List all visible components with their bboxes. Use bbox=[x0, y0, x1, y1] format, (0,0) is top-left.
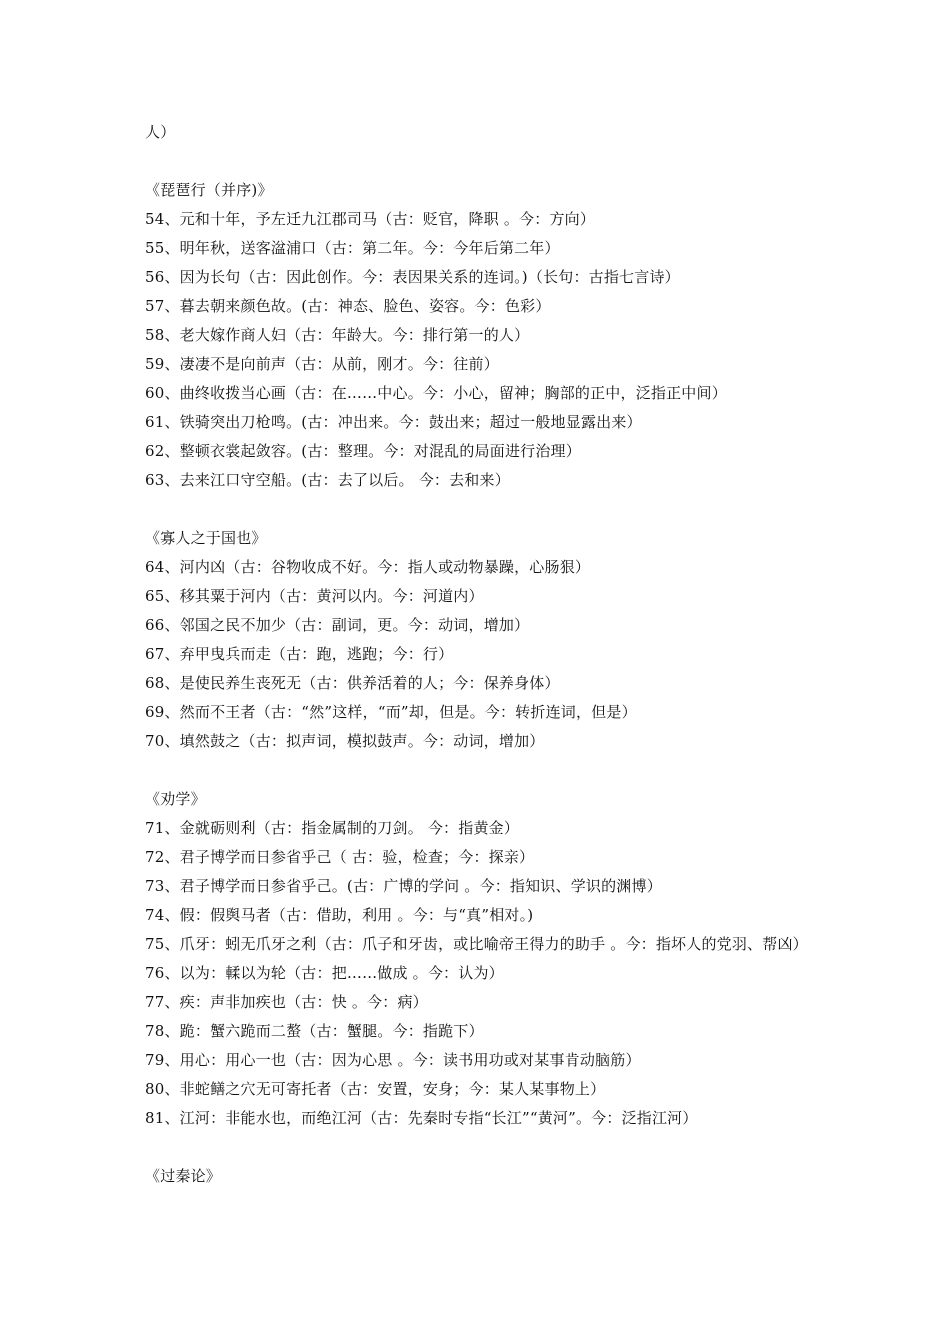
list-item: 69、然而不王者（古：“然”这样，“而”却，但是。今：转折连词，但是） bbox=[145, 703, 637, 721]
list-item: 79、用心：用心一也（古：因为心思 。今：读书用功或对某事肯动脑筋） bbox=[145, 1051, 641, 1069]
list-item: 54、元和十年，予左迁九江郡司马（古：贬官，降职 。今：方向） bbox=[145, 210, 596, 228]
document-page bbox=[145, 118, 825, 1191]
section-title: 《寡人之于国也》 bbox=[145, 529, 267, 547]
list-item: 59、凄凄不是向前声（古：从前，刚才。今：往前） bbox=[145, 355, 499, 373]
list-item: 70、填然鼓之（古：拟声词，模拟鼓声。今：动词，增加） bbox=[145, 732, 545, 750]
list-item: 58、老大嫁作商人妇（古：年龄大。今：排行第一的人） bbox=[145, 326, 530, 344]
continuation-text: 人） bbox=[145, 123, 176, 141]
list-item: 73、君子博学而日参省乎己。(古：广博的学问 。今：指知识、学识的渊博） bbox=[145, 877, 662, 895]
list-item: 61、铁骑突出刀枪鸣。(古：冲出来。今：鼓出来；超过一般地显露出来） bbox=[145, 413, 642, 431]
list-item: 57、暮去朝来颜色故。(古：神态、脸色、姿容。今：色彩） bbox=[145, 297, 551, 315]
list-item: 77、疾：声非加疾也（古：快 。今：病） bbox=[145, 993, 428, 1011]
list-item: 81、江河：非能水也，而绝江河（古：先秦时专指“长江”“黄河”。今：泛指江河） bbox=[145, 1109, 698, 1127]
list-item: 78、跪：蟹六跪而二螯（古：蟹腿。今：指跪下） bbox=[145, 1022, 484, 1040]
paragraph-gap bbox=[145, 495, 825, 524]
list-item: 72、君子博学而日参省乎己（ 古：验，检查；今：探亲） bbox=[145, 848, 535, 866]
list-item: 66、邻国之民不加少（古：副词，更。今：动词，增加） bbox=[145, 616, 530, 634]
list-item: 65、移其粟于河内（古：黄河以内。今：河道内） bbox=[145, 587, 484, 605]
list-item: 68、是使民养生丧死无（古：供养活着的人；今：保养身体） bbox=[145, 674, 560, 692]
list-item: 62、整顿衣裳起敛容。(古：整理。今：对混乱的局面进行治理） bbox=[145, 442, 581, 460]
paragraph-gap bbox=[145, 147, 825, 176]
list-item: 63、去来江口守空船。(古：去了以后。 今：去和来） bbox=[145, 471, 510, 489]
list-item: 60、曲终收拨当心画（古：在……中心。今：小心，留神；胸部的正中，泛指正中间） bbox=[145, 384, 727, 402]
list-item: 55、明年秋，送客湓浦口（古：第二年。今：今年后第二年） bbox=[145, 239, 560, 257]
section-title: 《琵琶行（并序)》 bbox=[145, 181, 273, 199]
list-item: 74、假：假舆马者（古：借助，利用 。今：与“真”相对。) bbox=[145, 906, 534, 924]
list-item: 71、金就砺则利（古：指金属制的刀剑。 今：指黄金） bbox=[145, 819, 520, 837]
list-item: 75、爪牙：蚓无爪牙之利（古：爪子和牙齿，或比喻帝王得力的助手 。今：指坏人的党羽、帮凶） bbox=[145, 935, 808, 953]
section-title: 《过秦论》 bbox=[145, 1167, 222, 1185]
list-item: 76、以为：輮以为轮（古：把……做成 。今：认为） bbox=[145, 964, 504, 982]
list-item: 67、弃甲曳兵而走（古：跑，逃跑；今：行） bbox=[145, 645, 454, 663]
list-item: 56、因为长句（古：因此创作。今：表因果关系的连词。)（长句：古指七言诗） bbox=[145, 268, 680, 286]
list-item: 80、非蛇鳝之穴无可寄托者（古：安置，安身；今：某人某事物上） bbox=[145, 1080, 606, 1098]
list-item: 64、河内凶（古：谷物收成不好。今：指人或动物暴躁，心肠狠） bbox=[145, 558, 591, 576]
paragraph-gap bbox=[145, 756, 825, 785]
section-title: 《劝学》 bbox=[145, 790, 206, 808]
paragraph-gap bbox=[145, 1133, 825, 1162]
